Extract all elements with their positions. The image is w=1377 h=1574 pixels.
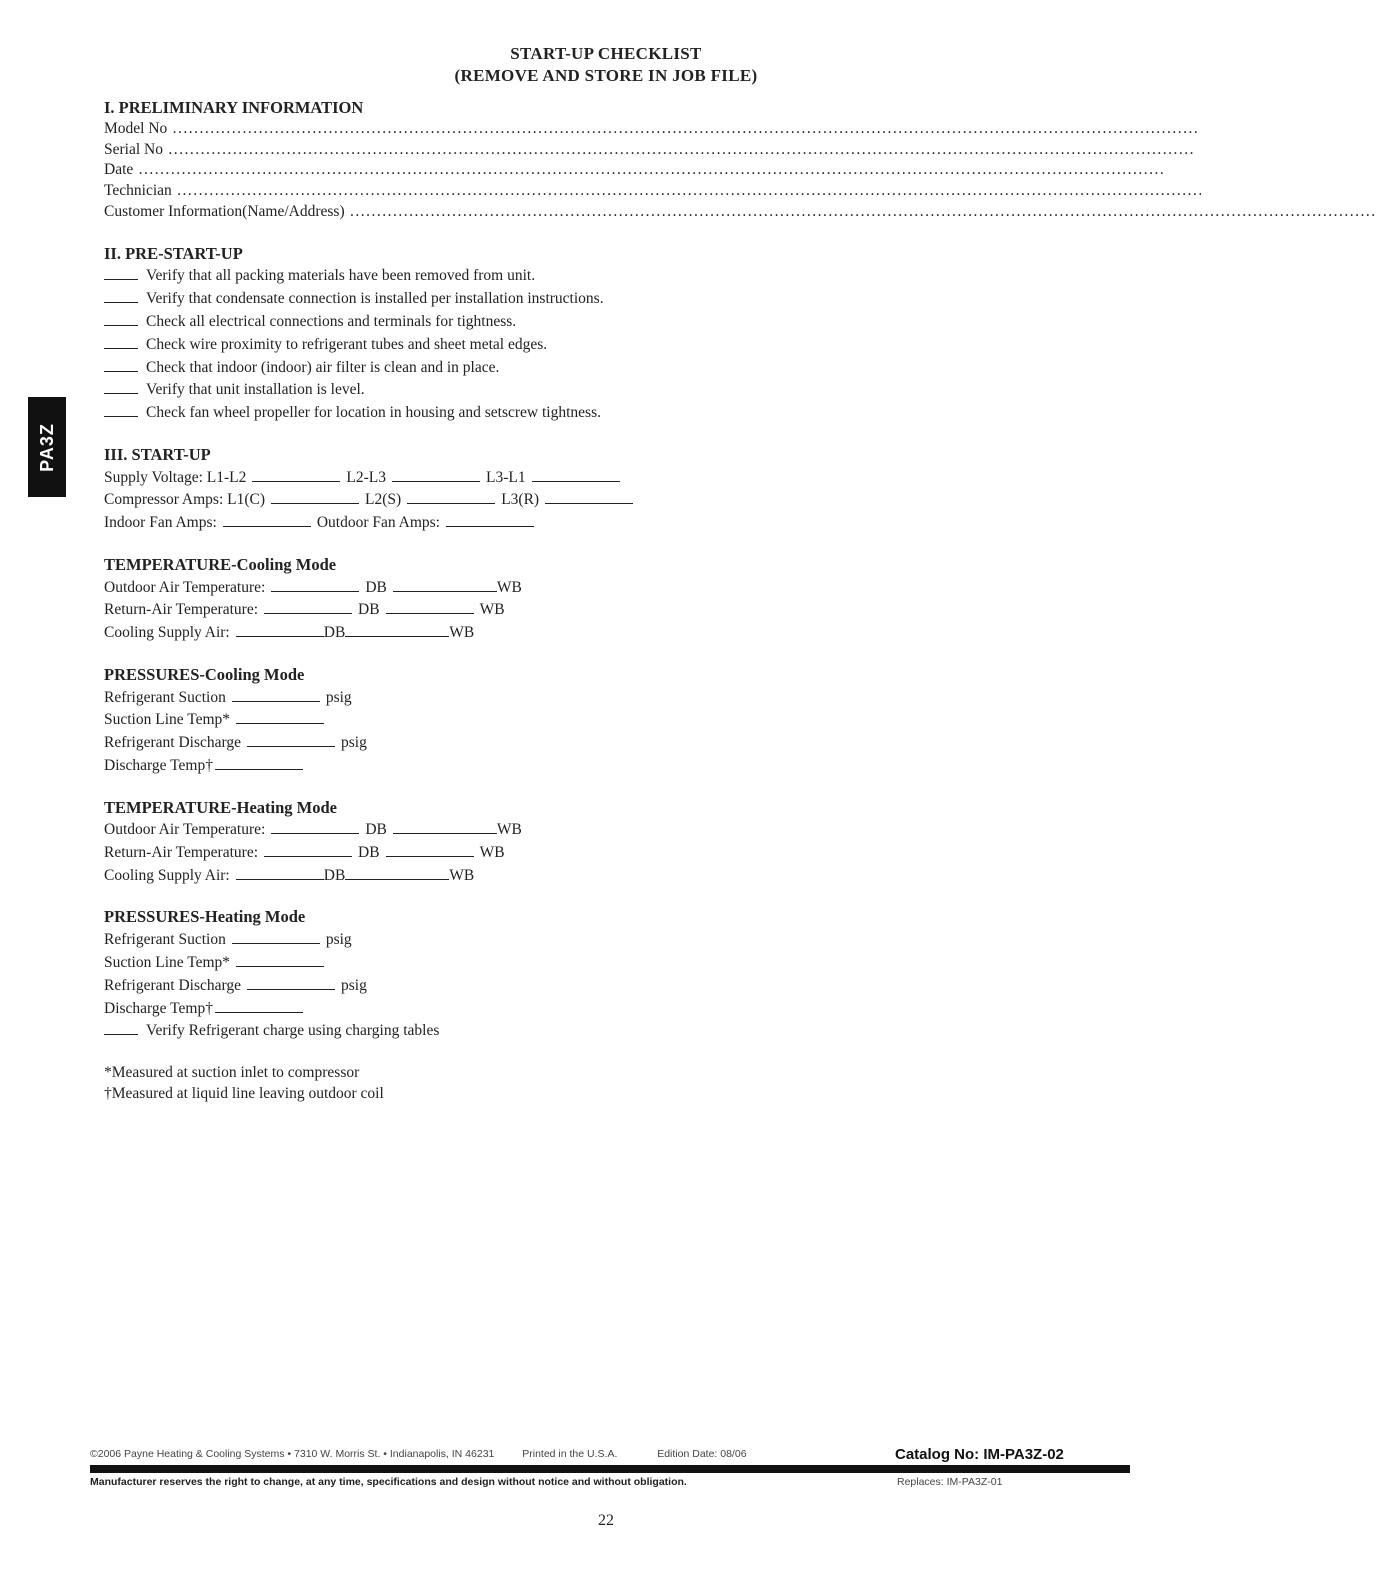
field-date[interactable]: Date ............................................................................................................................................................................................... <box>104 161 1166 179</box>
checklist-item[interactable]: Check that indoor (indoor) air filter is clean and in place. <box>104 356 924 379</box>
temp-heating-heading: TEMPERATURE-Heating Mode <box>104 797 337 817</box>
amps-l1-blank[interactable] <box>271 488 359 504</box>
cooling-discharge-temp-row: Discharge Temp† <box>104 754 924 777</box>
wb-blank[interactable] <box>393 818 497 834</box>
footer-disclaimer: Manufacturer reserves the right to change, at any time, specifications and design without notice and without obligation. <box>90 1476 687 1488</box>
cooling-discharge-row: Refrigerant Discharge psig <box>104 731 924 754</box>
check-blank[interactable] <box>104 1019 138 1035</box>
wb-blank[interactable] <box>386 598 474 614</box>
check-blank[interactable] <box>104 333 138 349</box>
footnote-suction: *Measured at suction inlet to compressor <box>104 1064 360 1082</box>
press-heating-heading: PRESSURES-Heating Mode <box>104 907 306 927</box>
outdoor-fan-amps-blank[interactable] <box>446 511 534 527</box>
page-number: 22 <box>598 1512 614 1529</box>
wb-blank[interactable] <box>386 841 474 857</box>
check-blank[interactable] <box>104 264 138 280</box>
fan-amps-row: Indoor Fan Amps: Outdoor Fan Amps: <box>104 511 924 534</box>
db-blank[interactable] <box>271 818 359 834</box>
voltage-l2l3-blank[interactable] <box>392 466 480 482</box>
footnote-liquid-line: †Measured at liquid line leaving outdoor coil <box>104 1084 384 1102</box>
wb-blank[interactable] <box>393 576 497 592</box>
cooling-outdoor-temp-row: Outdoor Air Temperature: DB WB <box>104 576 924 599</box>
checklist-item[interactable]: Verify that all packing materials have been removed from unit. <box>104 264 924 287</box>
page-subtitle: (REMOVE AND STORE IN JOB FILE) <box>454 66 758 85</box>
checklist-item[interactable]: Check all electrical connections and terminals for tightness. <box>104 310 924 333</box>
footer-info: ©2006 Payne Heating & Cooling Systems • 7310 W. Morris St. • Indianapolis, IN 46231 Printed in the U.S.A. Edition Date: 08/06 <box>90 1448 747 1460</box>
cooling-suction-temp-row: Suction Line Temp* <box>104 708 924 731</box>
heating-suction-row: Refrigerant Suction psig <box>104 928 924 951</box>
catalog-number: Catalog No: IM-PA3Z-02 <box>895 1446 1064 1463</box>
discharge-blank[interactable] <box>247 731 335 747</box>
side-tab-label: PA3Z <box>36 422 57 472</box>
discharge-temp-blank[interactable] <box>215 754 303 770</box>
checklist-item[interactable]: Verify that condensate connection is installed per installation instructions. <box>104 287 924 310</box>
db-blank[interactable] <box>264 598 352 614</box>
checklist-item[interactable]: Verify that unit installation is level. <box>104 378 924 401</box>
compressor-amps-row: Compressor Amps: L1(C) L2(S) L3(R) <box>104 488 924 511</box>
cooling-return-temp-row: Return-Air Temperature: DB WB <box>104 598 924 621</box>
section-preliminary-heading: I. PRELIMINARY INFORMATION <box>104 98 364 117</box>
press-cooling-heading: PRESSURES-Cooling Mode <box>104 664 305 684</box>
cooling-supply-air-row: Cooling Supply Air: DB WB <box>104 621 924 644</box>
side-tab <box>28 397 66 497</box>
db-blank[interactable] <box>236 864 324 880</box>
suction-blank[interactable] <box>232 928 320 944</box>
footer-rule <box>90 1465 1130 1473</box>
indoor-fan-amps-blank[interactable] <box>223 511 311 527</box>
wb-blank[interactable] <box>345 864 449 880</box>
db-blank[interactable] <box>236 621 324 637</box>
heating-suction-temp-row: Suction Line Temp* <box>104 951 924 974</box>
field-serial-no[interactable]: Serial No ............................................................................................................................................................................................... <box>104 140 1195 158</box>
db-blank[interactable] <box>271 576 359 592</box>
checklist-item[interactable]: Check fan wheel propeller for location in housing and setscrew tightness. <box>104 401 924 424</box>
heating-return-temp-row: Return-Air Temperature: DB WB <box>104 841 924 864</box>
check-blank[interactable] <box>104 401 138 417</box>
suction-temp-blank[interactable] <box>236 708 324 724</box>
page-title: START-UP CHECKLIST <box>510 44 702 63</box>
check-blank[interactable] <box>104 378 138 394</box>
check-blank[interactable] <box>104 356 138 372</box>
discharge-temp-blank[interactable] <box>215 997 303 1013</box>
heating-discharge-row: Refrigerant Discharge psig <box>104 974 924 997</box>
checklist-item[interactable]: Verify Refrigerant charge using charging tables <box>104 1019 924 1042</box>
field-model-no[interactable]: Model No ............................................................................................................................................................................................... <box>104 119 1200 137</box>
discharge-blank[interactable] <box>247 974 335 990</box>
checklist-item[interactable]: Check wire proximity to refrigerant tubes and sheet metal edges. <box>104 333 924 356</box>
replaces-catalog: Replaces: IM-PA3Z-01 <box>897 1476 1003 1488</box>
suction-blank[interactable] <box>232 686 320 702</box>
voltage-l1l2-blank[interactable] <box>252 466 340 482</box>
check-blank[interactable] <box>104 287 138 303</box>
voltage-l3l1-blank[interactable] <box>532 466 620 482</box>
amps-l3-blank[interactable] <box>545 488 633 504</box>
heating-discharge-temp-row: Discharge Temp† <box>104 997 924 1020</box>
db-blank[interactable] <box>264 841 352 857</box>
section-prestartup-heading: II. PRE-START-UP <box>104 243 243 263</box>
amps-l2-blank[interactable] <box>407 488 495 504</box>
cooling-suction-row: Refrigerant Suction psig <box>104 686 924 709</box>
section-startup-heading: III. START-UP <box>104 444 211 464</box>
checklist-body <box>104 98 1377 1105</box>
check-blank[interactable] <box>104 310 138 326</box>
heating-outdoor-temp-row: Outdoor Air Temperature: DB WB <box>104 818 924 841</box>
wb-blank[interactable] <box>345 621 449 637</box>
supply-voltage-row: Supply Voltage: L1-L2 L2-L3 L3-L1 <box>104 466 924 489</box>
suction-temp-blank[interactable] <box>236 951 324 967</box>
field-technician[interactable]: Technician ............................................................................................................................................................................................... <box>104 182 1204 200</box>
heating-supply-air-row: Cooling Supply Air: DB WB <box>104 864 924 887</box>
field-customer-information[interactable]: Customer Information(Name/Address) ............................................................................................................................................................................................... <box>104 202 1377 220</box>
temp-cooling-heading: TEMPERATURE-Cooling Mode <box>104 554 337 574</box>
